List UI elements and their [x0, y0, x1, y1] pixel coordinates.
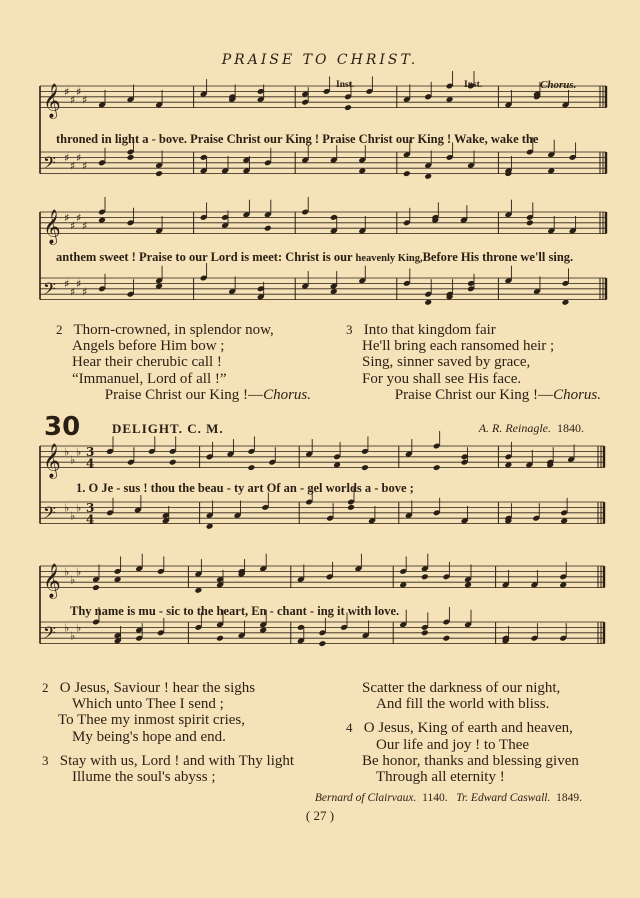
treble-clef-icon: 𝄞: [43, 209, 61, 245]
staff: [40, 554, 604, 600]
verse-number: 2: [56, 322, 63, 337]
sharp-icon: ♯: [70, 93, 76, 107]
refrain-text: Praise Christ our King !—: [394, 386, 554, 403]
staff: [40, 263, 606, 306]
time-signature: 3: [86, 444, 95, 459]
sharp-icon: ♯: [64, 211, 70, 225]
note-head: [155, 170, 163, 177]
staff: [40, 197, 606, 246]
verse-line: Sing, sinner saved by grace,: [362, 354, 531, 371]
verse-number: 3: [346, 322, 353, 337]
verse-line: He'll bring each ransomed heir ;: [362, 338, 555, 355]
staff-notation-3: [0, 438, 640, 554]
sharp-icon: ♯: [76, 211, 82, 225]
note-head: [127, 154, 135, 161]
time-signature: 3: [86, 500, 95, 515]
music-system-3: [0, 438, 640, 554]
sharp-icon: ♯: [64, 85, 70, 99]
note-head: [403, 170, 411, 177]
verse-number: 2: [42, 680, 49, 695]
sharp-icon: ♯: [76, 85, 82, 99]
flat-icon: ♭: [64, 501, 70, 515]
music-system-2: [0, 206, 640, 314]
composer-year: 1840.: [557, 421, 584, 435]
flat-icon: ♭: [70, 573, 76, 587]
inst-mark-1: Inst.: [336, 80, 355, 90]
hymn-composer: [479, 421, 584, 436]
hymn-number: 30: [44, 412, 81, 442]
treble-clef-icon: 𝄞: [43, 563, 61, 599]
translator-name: Tr. Edward Caswall.: [456, 792, 551, 804]
hymn30-verses-left: [42, 680, 332, 785]
verse-line: Angels before Him bow ;: [72, 338, 225, 355]
sharp-icon: ♯: [82, 219, 88, 233]
composer-name: A. R. Reinagle.: [478, 421, 551, 435]
staff: [40, 71, 606, 120]
verse-line: Be honor, thanks and blessing given: [362, 752, 579, 769]
note-head: [347, 504, 355, 511]
verse-line: O Jesus, Saviour ! hear the sighs: [59, 680, 256, 696]
music-system-1: [0, 80, 640, 190]
sharp-icon: ♯: [64, 277, 70, 291]
verse-line: My being's hope and end.: [72, 728, 226, 745]
verse-line: Through all eternity !: [376, 769, 505, 786]
flat-icon: ♭: [76, 445, 82, 459]
chorus-cue: Chorus.: [553, 386, 601, 403]
note-head: [421, 629, 429, 636]
refrain-text: Praise Christ our King !—: [104, 386, 264, 403]
note-head: [169, 459, 177, 466]
hymn30-lyric-1: 1. O Je - sus ! thou the beau - ty art Of an - gel worlds a - bove ;: [76, 481, 414, 495]
page-number: ( 27 ): [305, 808, 335, 823]
note-head: [216, 635, 224, 642]
note-head: [344, 104, 352, 111]
sharp-icon: ♯: [64, 151, 70, 165]
verse-line: O Jesus, King of earth and heaven,: [363, 720, 573, 737]
note-head: [526, 219, 534, 226]
note-head: [264, 225, 272, 232]
verse-refrain-line: [346, 387, 601, 403]
verse-line: Hear their cherubic call !: [72, 354, 222, 371]
sharp-icon: ♯: [76, 277, 82, 291]
verse-line: Stay with us, Lord ! and with Thy light: [59, 752, 295, 769]
hymn30-lyric-2: Thy name is mu - sic to the heart, En - chant - ing it with love.: [70, 604, 400, 618]
verse-3: [346, 322, 601, 403]
verse-line: For you shall see His face.: [362, 370, 522, 387]
verse-number: 3: [42, 752, 49, 768]
lyric-line-2-small: heavenly King,: [355, 253, 423, 264]
chorus-mark: Chorus.: [540, 79, 577, 91]
lyric-line-2: [56, 250, 612, 265]
sharp-icon: ♯: [82, 93, 88, 107]
verse-line: Which unto Thee I send ;: [72, 696, 224, 713]
music-system-4: [0, 560, 640, 676]
verse-line: Into that kingdom fair: [363, 322, 496, 338]
verse-refrain-line: [56, 387, 311, 403]
note-head: [247, 464, 255, 471]
sharp-icon: ♯: [82, 159, 88, 173]
staff: [40, 431, 604, 480]
verse-2: [56, 322, 311, 403]
sharp-icon: ♯: [70, 219, 76, 233]
author-name: Bernard of Clairvaux.: [314, 792, 417, 804]
note-head: [421, 573, 429, 580]
flat-icon: ♭: [64, 621, 70, 635]
lyric-line-2a: anthem sweet ! Praise to our Lord is meet: Christ is our: [56, 250, 356, 264]
running-head: PRAISE TO CHRIST.: [221, 52, 419, 68]
flat-icon: ♭: [64, 445, 70, 459]
note-head: [92, 584, 100, 591]
verse-line: And fill the world with bliss.: [376, 696, 550, 713]
hymn-title: DELIGHT. C. M.: [112, 421, 224, 436]
verse-line: To Thee my inmost spirit cries,: [58, 712, 245, 729]
bass-clef-icon: 𝄢: [43, 622, 56, 647]
sharp-icon: ♯: [70, 159, 76, 173]
translator-year: 1849.: [556, 792, 582, 804]
hymn-credits: [315, 792, 582, 804]
hymn30-verses-right: [346, 680, 616, 785]
inst-mark-2: Inst.: [464, 80, 483, 90]
flat-icon: ♭: [70, 453, 76, 467]
flat-icon: ♭: [70, 629, 76, 643]
treble-clef-icon: 𝄞: [43, 83, 61, 119]
verse-line: “Immanuel, Lord of all !”: [72, 370, 227, 387]
note-head: [318, 640, 326, 647]
treble-clef-icon: 𝄞: [43, 443, 61, 479]
sharp-icon: ♯: [70, 285, 76, 299]
sharp-icon: ♯: [82, 285, 88, 299]
chorus-cue: Chorus.: [263, 386, 311, 403]
flat-icon: ♭: [76, 621, 82, 635]
author-year: 1140.: [422, 792, 448, 804]
time-signature: 4: [86, 512, 95, 527]
note-head: [433, 464, 441, 471]
note-head: [442, 635, 450, 642]
flat-icon: ♭: [76, 501, 82, 515]
bass-clef-icon: 𝄢: [43, 502, 56, 527]
verse-line: Scatter the darkness of our night,: [362, 680, 561, 696]
note-head: [361, 464, 369, 471]
sharp-icon: ♯: [76, 151, 82, 165]
hymn-30-heading: [0, 412, 640, 440]
flat-icon: ♭: [70, 509, 76, 523]
flat-icon: ♭: [76, 565, 82, 579]
verse-line: Illume the soul's abyss ;: [72, 769, 216, 786]
verse-line: Our life and joy ! to Thee: [376, 736, 530, 753]
lyric-line-1: throned in light a - bove. Praise Christ our King ! Praise Christ our King ! Wake, wake the: [56, 132, 539, 146]
bass-clef-icon: 𝄢: [43, 278, 56, 303]
time-signature: 4: [86, 456, 95, 471]
lyric-line-2b: Before His throne we'll sing.: [422, 250, 574, 264]
bass-clef-icon: 𝄢: [43, 152, 56, 177]
verse-line: Thorn-crowned, in splendor now,: [73, 322, 274, 338]
flat-icon: ♭: [64, 565, 70, 579]
verse-number: 4: [346, 720, 353, 736]
